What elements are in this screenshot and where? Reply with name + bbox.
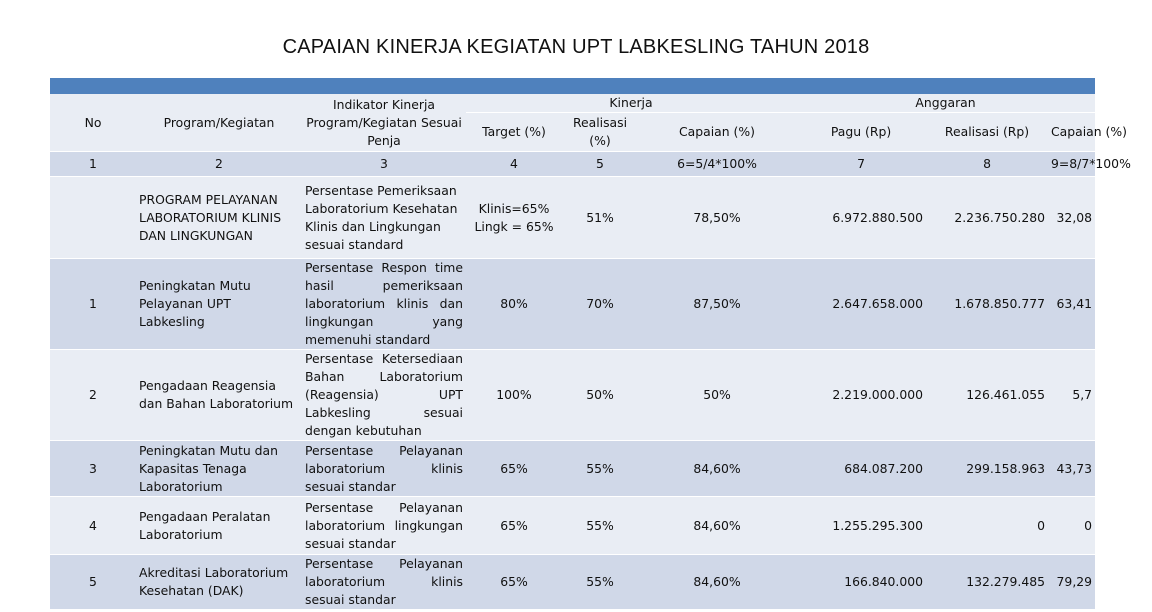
row-capaian-rp: 79,29 (1048, 555, 1095, 610)
row-realisasi-rp: 132.279.485 (926, 555, 1048, 610)
row-capaian-rp: 5,7 (1048, 350, 1095, 441)
row-program: Peningkatan Mutu dan Kapasitas Tenaga Laboratorium (136, 441, 302, 497)
header-no: No (50, 94, 136, 152)
row-target: 65% (466, 555, 562, 610)
row-realisasi: 55% (562, 441, 638, 497)
row-realisasi: 55% (562, 497, 638, 555)
row-program: PROGRAM PELAYANAN LABORATORIUM KLINIS DAN LINGKUNGAN (136, 177, 302, 259)
row-no (50, 177, 136, 259)
header-kinerja: Kinerja (466, 94, 796, 113)
row-pagu: 684.087.200 (796, 441, 926, 497)
row-target: 65% (466, 497, 562, 555)
row-no: 3 (50, 441, 136, 497)
row-pagu: 2.647.658.000 (796, 259, 926, 350)
row-indikator: Persentase Respon time hasil pemeriksaan laboratorium klinis dan lingkungan yang memenuhi standard (302, 259, 466, 350)
row-realisasi: 51% (562, 177, 638, 259)
table-cell: 5 (562, 152, 638, 177)
row-no: 5 (50, 555, 136, 610)
table-cell: 3 (302, 152, 466, 177)
row-capaian: 84,60% (638, 555, 796, 610)
row-indikator: Persentase Pemeriksaan Laboratorium Kesehatan Klinis dan Lingkungan sesuai standard (302, 177, 466, 259)
row-indikator: Persentase Pelayanan laboratorium klinis sesuai standar (302, 555, 466, 610)
row-realisasi: 70% (562, 259, 638, 350)
table-cell: 6=5/4*100% (638, 152, 796, 177)
row-capaian: 78,50% (638, 177, 796, 259)
row-target: Klinis=65% Lingk = 65% (466, 177, 562, 259)
table-row (50, 350, 1095, 441)
row-realisasi: 55% (562, 555, 638, 610)
header-capaian-rp: Capaian (%) (1048, 113, 1095, 152)
row-capaian: 84,60% (638, 497, 796, 555)
row-pagu: 6.972.880.500 (796, 177, 926, 259)
row-no: 4 (50, 497, 136, 555)
row-capaian: 87,50% (638, 259, 796, 350)
header-anggaran: Anggaran (796, 94, 1095, 113)
table-cell: 1 (50, 152, 136, 177)
header-indikator: Indikator Kinerja Program/Kegiatan Sesuai Penja (302, 94, 466, 152)
row-capaian-rp: 63,41 (1048, 259, 1095, 350)
row-realisasi-rp: 126.461.055 (926, 350, 1048, 441)
table-row (50, 177, 1095, 259)
row-realisasi-rp: 1.678.850.777 (926, 259, 1048, 350)
header-program: Program/Kegiatan (136, 94, 302, 152)
row-capaian-rp: 32,08 (1048, 177, 1095, 259)
row-indikator: Persentase Pelayanan laboratorium klinis sesuai standar (302, 441, 466, 497)
row-no: 1 (50, 259, 136, 350)
row-realisasi-rp: 299.158.963 (926, 441, 1048, 497)
row-pagu: 166.840.000 (796, 555, 926, 610)
row-capaian-rp: 43,73 (1048, 441, 1095, 497)
row-target: 100% (466, 350, 562, 441)
column-numbering-row (50, 152, 1095, 177)
row-target: 80% (466, 259, 562, 350)
header-realisasi-rp: Realisasi (Rp) (926, 113, 1048, 152)
header-band (50, 78, 1095, 94)
header-pagu: Pagu (Rp) (796, 113, 926, 152)
row-program: Akreditasi Laboratorium Kesehatan (DAK) (136, 555, 302, 610)
row-realisasi-rp: 0 (926, 497, 1048, 555)
table-cell: 9=8/7*100% (1048, 152, 1095, 177)
row-indikator: Persentase Pelayanan laboratorium lingkungan sesuai standar (302, 497, 466, 555)
row-target: 65% (466, 441, 562, 497)
table-row (50, 497, 1095, 555)
table-cell: 7 (796, 152, 926, 177)
table-row (50, 259, 1095, 350)
header-capaian: Capaian (%) (638, 113, 796, 152)
table-cell: 2 (136, 152, 302, 177)
row-pagu: 1.255.295.300 (796, 497, 926, 555)
row-capaian: 84,60% (638, 441, 796, 497)
row-indikator: Persentase Ketersediaan Bahan Laboratorium (Reagensia) UPT Labkesling sesuai dengan kebutuhan (302, 350, 466, 441)
row-program: Pengadaan Peralatan Laboratorium (136, 497, 302, 555)
table-cell: 4 (466, 152, 562, 177)
row-program: Pengadaan Reagensia dan Bahan Laboratorium (136, 350, 302, 441)
table-row (50, 441, 1095, 497)
row-realisasi: 50% (562, 350, 638, 441)
table-cell: 8 (926, 152, 1048, 177)
page-title: CAPAIAN KINERJA KEGIATAN UPT LABKESLING TAHUN 2018 (282, 36, 870, 58)
row-pagu: 2.219.000.000 (796, 350, 926, 441)
row-capaian-rp: 0 (1048, 497, 1095, 555)
header-target: Target (%) (466, 113, 562, 152)
performance-table (50, 94, 1131, 610)
row-capaian: 50% (638, 350, 796, 441)
row-realisasi-rp: 2.236.750.280 (926, 177, 1048, 259)
row-no: 2 (50, 350, 136, 441)
row-program: Peningkatan Mutu Pelayanan UPT Labkesling (136, 259, 302, 350)
header-realisasi: Realisasi (%) (562, 113, 638, 152)
table-row (50, 555, 1095, 610)
